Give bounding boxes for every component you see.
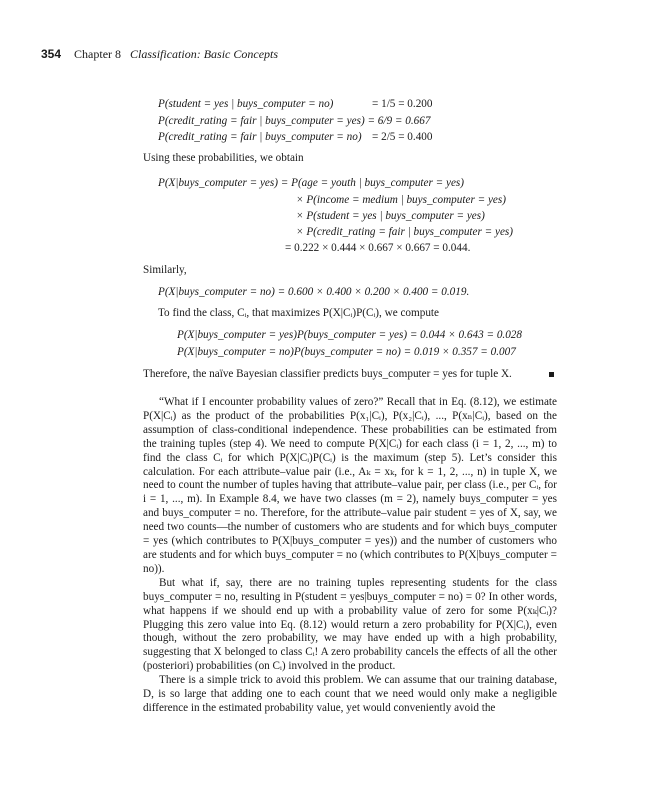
page-number: 354 bbox=[41, 47, 62, 61]
prob-credit-no-value: = 2/5 = 0.400 bbox=[372, 131, 433, 143]
posterior-no: P(X|buys_computer = no)P(buys_computer = no) = 0.019 × 0.357 = 0.007 bbox=[177, 346, 516, 358]
paragraph-no-training-tuples: But what if, say, there are no training tuples representing students for the class buys_computer = no, resulting in P(student = yes|buys_computer = no) = 0? In other words, what happens if we should end up with a probability value of zero for some P(xₖ|Cᵢ)? Plugging this zero value into Eq. (8.12) would return a zero probability for P(X|Cᵢ), even though, without the zero probability, we may have ended up with a high probability, suggesting that X belonged to class Cᵢ! A zero probability cancels the effects of all the other (posteriori) probabilities (on Cᵢ) involved in the product. bbox=[143, 576, 557, 673]
prob-student-no-value: = 1/5 = 0.200 bbox=[372, 98, 433, 110]
paragraph-zero-probability: “What if I encounter probability values of zero?” Recall that in Eq. (8.12), we estimate P(X|Cᵢ) as the product of the probabilities P(x₁|Cᵢ), P(x₂|Cᵢ), ..., P(xₙ|Cᵢ), based on the assumption of class-conditional independence. These probabilities can be estimated from the training tuples (step 4). We need to compute P(X|Cᵢ) for each class (i = 1, 2, ..., m) to find the class Cᵢ for which P(X|Cᵢ)P(Cᵢ) is the maximum (step 5). Let’s consider this calculation. For each attribute–value pair (i.e., Aₖ = xₖ, for k = 1, 2, ..., n) in tuple X, we need to count the number of tuples having that attribute–value pair, per class (i.e., per Cᵢ, for i = 1, ..., m). In Example 8.4, we have two classes (m = 2), namely buys_computer = yes and buys_computer = no. Therefore, for the attribute–value pair student = yes of X, say, we need two counts—the number of customers who are students and for which buys_computer = yes (which contributes to P(X|buys_computer = yes)) and the number of customers who are students and for which buys_computer = no (which contributes to P(X|buys_computer = no)). bbox=[143, 396, 557, 575]
posterior-yes: P(X|buys_computer = yes)P(buys_computer = yes) = 0.044 × 0.643 = 0.028 bbox=[177, 329, 522, 341]
running-header bbox=[41, 47, 278, 62]
therefore-text: Therefore, the naïve Bayesian classifier predicts buys_computer = yes for tuple X. bbox=[143, 368, 512, 380]
chapter-title: Classification: Basic Concepts bbox=[130, 47, 279, 61]
prob-credit-no: P(credit_rating = fair | buys_computer = no) bbox=[158, 131, 362, 143]
product-no: P(X|buys_computer = no) = 0.600 × 0.400 × 0.200 × 0.400 = 0.019. bbox=[158, 286, 470, 298]
product-yes-line2: × P(income = medium | buys_computer = yes) bbox=[296, 194, 506, 206]
find-class-text: To find the class, Cᵢ, that maximizes P(X|Cᵢ)P(Cᵢ), we compute bbox=[158, 307, 439, 319]
using-text: Using these probabilities, we obtain bbox=[143, 152, 304, 164]
prob-student-no: P(student = yes | buys_computer = no) bbox=[158, 98, 334, 110]
product-yes-line1: P(X|buys_computer = yes) = P(age = youth | buys_computer = yes) bbox=[158, 177, 465, 189]
body-text bbox=[143, 396, 557, 716]
similarly-text: Similarly, bbox=[143, 264, 187, 276]
prob-credit-yes: P(credit_rating = fair | buys_computer = yes) = 6/9 = 0.667 bbox=[158, 115, 431, 127]
chapter-label: Chapter 8 bbox=[74, 47, 122, 61]
paragraph-simple-trick: There is a simple trick to avoid this problem. We can assume that our training database, D, is so large that adding one to each count that we need would only make a negligible difference in the estimated probability value, yet would conveniently avoid the bbox=[143, 674, 557, 714]
product-yes-line5: = 0.222 × 0.444 × 0.667 × 0.667 = 0.044. bbox=[285, 242, 471, 254]
product-yes-line3: × P(student = yes | buys_computer = yes) bbox=[296, 210, 485, 222]
product-yes-line4: × P(credit_rating = fair | buys_computer = yes) bbox=[296, 226, 514, 238]
end-of-example-square bbox=[549, 372, 554, 377]
